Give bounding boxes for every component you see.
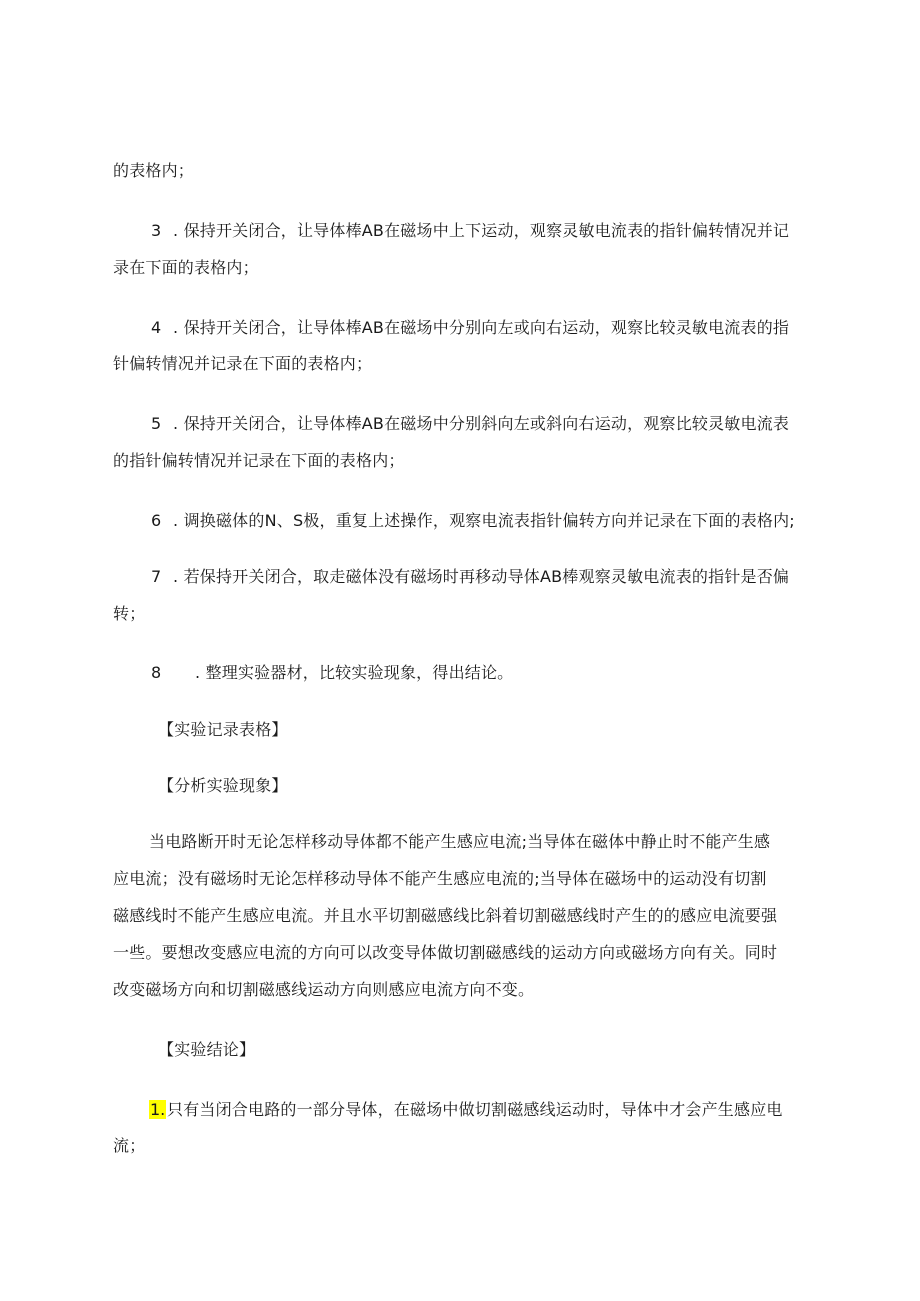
conclusion-number (149, 1098, 166, 1122)
step-number: 5 (151, 414, 162, 433)
section-heading: 【实验结论】 (158, 1040, 256, 1059)
step-text: . 调换磁体的N、S极，重复上述操作，观察电流表指针偏转方向并记录在下面的表格内; (173, 511, 795, 530)
step-text: . 整理实验器材，比较实验现象，得出结论。 (195, 663, 514, 682)
step-text: 录在下面的表格内； (113, 258, 259, 277)
conclusion-text: 只有当闭合电路的一部分导体，在磁场中做切割磁感线运动时，导体中才会产生感应电 (167, 1100, 783, 1119)
step-number: 7 (151, 567, 162, 586)
section-heading: 【实验记录表格】 (158, 720, 288, 739)
step-text: . 保持开关闭合，让导体棒AB在磁场中分别向左或向右运动，观察比较灵敏电流表的指 (173, 318, 790, 337)
text-line: 的表格内； (113, 161, 195, 180)
step-text: 针偏转情况并记录在下面的表格内； (113, 354, 373, 373)
analysis-text: 改变磁场方向和切割磁感线运动方向则感应电流方向不变。 (113, 980, 535, 999)
step-text: . 保持开关闭合，让导体棒AB在磁场中分别斜向左或斜向右运动，观察比较灵敏电流表 (173, 414, 790, 433)
analysis-text: 应电流；没有磁场时无论怎样移动导体不能产生感应电流的;当导体在磁场中的运动没有切割 (113, 869, 767, 888)
step-number: 6 (151, 511, 162, 530)
highlighted-number: 1. (150, 1100, 166, 1119)
step-number: 4 (151, 318, 162, 337)
step-number: 8 (151, 663, 162, 682)
step-text: 转； (113, 604, 146, 623)
step-text: . 保持开关闭合，让导体棒AB在磁场中上下运动，观察灵敏电流表的指针偏转情况并记 (173, 221, 790, 240)
step-text: . 若保持开关闭合，取走磁体没有磁场时再移动导体AB棒观察灵敏电流表的指针是否偏 (173, 567, 790, 586)
step-number: 3 (151, 221, 162, 240)
analysis-text: 磁感线时不能产生感应电流。并且水平切割磁感线比斜着切割磁感线时产生的的感应电流要强 (113, 906, 778, 925)
analysis-text: 一些。要想改变感应电流的方向可以改变导体做切割磁感线的运动方向或磁场方向有关。同时 (113, 943, 778, 962)
step-text: 的指针偏转情况并记录在下面的表格内； (113, 451, 405, 470)
analysis-text: 当电路断开时无论怎样移动导体都不能产生感应电流;当导体在磁体中静止时不能产生感 (149, 832, 771, 851)
section-heading: 【分析实验现象】 (158, 776, 288, 795)
conclusion-text: 流； (113, 1136, 146, 1155)
